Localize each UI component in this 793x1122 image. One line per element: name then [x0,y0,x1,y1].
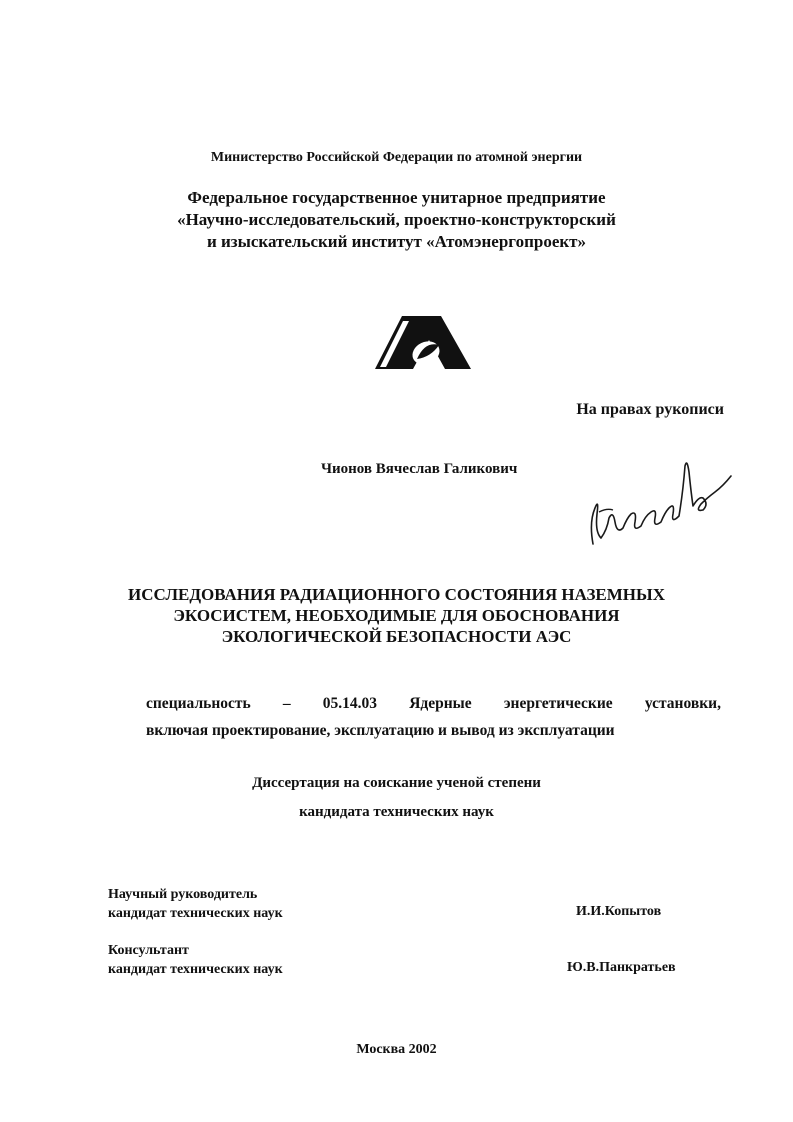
organization-line: Федеральное государственное унитарное предприятие [187,188,606,207]
organization-name [0,187,793,253]
organization-line: и изыскательский институт «Атомэнергопроект» [206,232,587,251]
degree-line: кандидата технических наук [299,804,494,820]
specialty-block [146,690,721,744]
atomenergoproekt-logo-icon [373,313,473,371]
specialty-word: Ядерные [409,695,472,712]
specialty-word: энергетические [503,695,613,712]
dissertation-title [0,584,793,647]
organization-line: «Научно-исследовательский, проектно-конструкторский [177,210,616,229]
title-line: ИССЛЕДОВАНИЯ РАДИАЦИОННОГО СОСТОЯНИЯ НАЗЕМНЫХ [127,585,666,604]
city-year: Москва 2002 [356,1042,437,1057]
specialty-continuation: включая проектирование, эксплуатацию и вывод из эксплуатации [146,722,615,739]
specialty-word: установки, [644,695,721,712]
consultant-block [108,941,283,979]
handwritten-signature-icon [585,452,735,552]
title-line: ЭКОЛОГИЧЕСКОЙ БЕЗОПАСНОСТИ АЭС [221,627,572,646]
rights-note: На правах рукописи [576,401,724,418]
title-line: ЭКОСИСТЕМ, НЕОБХОДИМЫЕ ДЛЯ ОБОСНОВАНИЯ [173,606,620,625]
consultant-name: Ю.В.Панкратьев [567,960,676,975]
author-name: Чионов Вячеслав Галикович [321,461,518,477]
specialty-dash: – [282,695,291,712]
degree-line: Диссертация на соискание ученой степени [252,775,541,791]
consultant-title: кандидат технических наук [108,962,283,977]
supervisor-title: кандидат технических наук [108,906,283,921]
supervisor-name: И.И.Копытов [576,904,662,919]
specialty-line [146,690,721,717]
consultant-role: Консультант [108,943,189,958]
specialty-code: 05.14.03 [322,695,378,712]
specialty-label: специальность [146,695,251,712]
ministry-name: Министерство Российской Федерации по атомной энергии [210,150,583,165]
supervisor-block [108,885,283,923]
supervisor-role: Научный руководитель [108,887,258,902]
